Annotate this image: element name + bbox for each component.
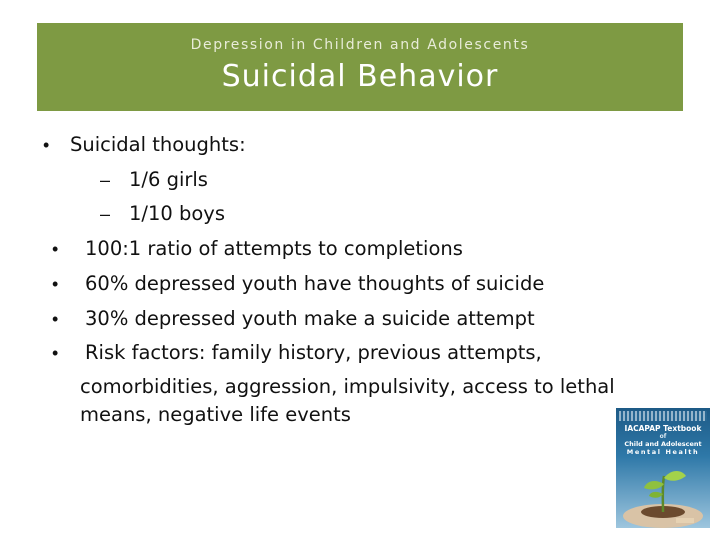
bullet-marker: • [52,274,59,294]
dash-marker: – [100,170,111,190]
cover-title-line3: Child and Adolescent [624,440,702,448]
bullet-risk-factors-line1: Risk factors: family history, previous attempts, [85,341,542,364]
seedling-hand-icon [616,458,710,528]
bullet-attempt-ratio: 100:1 ratio of attempts to completions [85,237,463,260]
slide-subtitle: Depression in Children and Adolescents [190,37,530,53]
textbook-cover-image [616,408,710,528]
bullet-suicidal-thoughts: Suicidal thoughts: [70,133,246,156]
dash-marker: – [100,204,111,224]
sub-bullet-boys: 1/10 boys [129,202,225,225]
bullet-marker: • [43,135,50,155]
cover-title-line1: IACAPAP Textbook [624,424,702,433]
slide-title: Suicidal Behavior [221,59,499,94]
bullet-marker: • [52,343,59,363]
bullet-thoughts-percent: 60% depressed youth have thoughts of suicide [85,272,545,295]
bullet-risk-factors-line2: comorbidities, aggression, impulsivity, access to lethal [80,375,615,398]
cover-title-line4: Mental Health [626,448,700,456]
title-banner [37,23,683,111]
cover-header-strip [619,411,707,421]
bullet-risk-factors-line3: means, negative life events [80,403,351,426]
sub-bullet-girls: 1/6 girls [129,168,208,191]
bullet-marker: • [52,239,59,259]
bullet-marker: • [52,309,59,329]
bullet-attempt-percent: 30% depressed youth make a suicide attempt [85,307,535,330]
cover-title-line2: of [659,433,667,440]
